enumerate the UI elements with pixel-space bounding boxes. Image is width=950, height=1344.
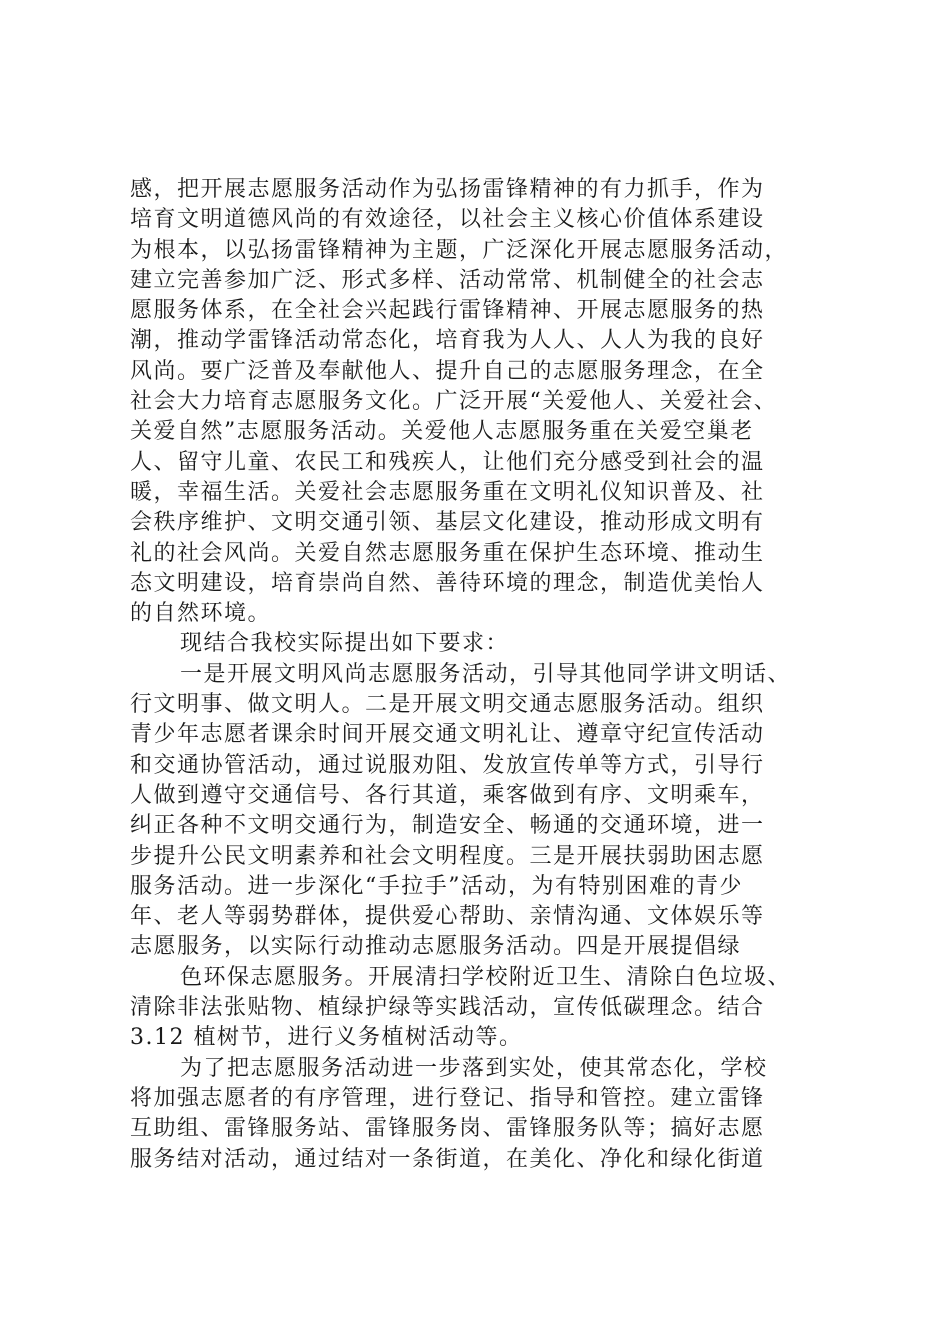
text-line: 服务活动。进一步深化“手拉手”活动，为有特别困难的青少 (130, 873, 743, 899)
text-line: 年、老人等弱势群体，提供爱心帮助、亲情沟通、文体娱乐等 (130, 904, 765, 930)
text-line: 为根本，以弘扬雷锋精神为主题，广泛深化开展志愿服务活动， (130, 237, 789, 263)
text-line: 关爱自然”志愿服务活动。关爱他人志愿服务重在关爱空巢老 (130, 419, 754, 445)
text-line: 态文明建设，培育崇尚自然、善待环境的理念，制造优美怡人 (130, 570, 765, 596)
text-line: 的自然环境。 (130, 601, 272, 627)
text-line: 人做到遵守交通信号、各行其道，乘客做到有序、文明乘车， (130, 782, 765, 808)
body-text (130, 175, 835, 1175)
text-line: 潮，推动学雷锋活动常态化，培育我为人人、人人为我的良好 (130, 328, 765, 354)
text-line: 青少年志愿者课余时间开展交通文明礼让、遵章守纪宣传活动 (130, 722, 765, 748)
text-line: 将加强志愿者的有序管理，进行登记、指导和管控。建立雷锋 (130, 1085, 765, 1111)
text-line: 社会大力培育志愿服务文化。广泛开展“关爱他人、关爱社会、 (130, 389, 778, 415)
text-line: 培育文明道德风尚的有效途径，以社会主义核心价值体系建设 (130, 207, 765, 233)
paragraph-start-line: 现结合我校实际提出如下要求： (180, 631, 510, 657)
text-line: 愿服务体系，在全社会兴起践行雷锋精神、开展志愿服务的热 (130, 298, 765, 324)
paragraph-start-line: 一是开展文明风尚志愿服务活动，引导其他同学讲文明话、 (180, 661, 792, 687)
text-line: 3.12 植树节，进行义务植树活动等。 (130, 1025, 523, 1051)
text-line: 服务结对活动，通过结对一条街道，在美化、净化和绿化街道 (130, 1146, 765, 1172)
text-line: 行文明事、做文明人。二是开展文明交通志愿服务活动。组织 (130, 692, 765, 718)
paragraph-start-line: 色环保志愿服务。开展清扫学校附近卫生、清除白色垃圾、 (180, 964, 792, 990)
text-line: 建立完善参加广泛、形式多样、活动常常、机制健全的社会志 (130, 267, 765, 293)
text-line: 清除非法张贴物、植绿护绿等实践活动，宣传低碳理念。结合 (130, 995, 765, 1021)
text-line: 风尚。要广泛普及奉献他人、提升自己的志愿服务理念，在全 (130, 358, 765, 384)
paragraph-start-line: 为了把志愿服务活动进一步落到实处，使其常态化，学校 (180, 1055, 768, 1081)
text-line: 步提升公民文明素养和社会文明程度。三是开展扶弱助困志愿 (130, 843, 765, 869)
text-line: 礼的社会风尚。关爱自然志愿服务重在保护生态环境、推动生 (130, 540, 765, 566)
text-line: 人、留守儿童、农民工和残疾人，让他们充分感受到社会的温 (130, 449, 765, 475)
text-line: 和交通协管活动，通过说服劝阻、发放宣传单等方式，引导行 (130, 752, 765, 778)
text-line: 纠正各种不文明交通行为，制造安全、畅通的交通环境，进一 (130, 813, 765, 839)
text-line: 暖，幸福生活。关爱社会志愿服务重在文明礼仪知识普及、社 (130, 479, 765, 505)
text-line: 会秩序维护、文明交通引领、基层文化建设，推动形成文明有 (130, 510, 765, 536)
text-line: 互助组、雷锋服务站、雷锋服务岗、雷锋服务队等；搞好志愿 (130, 1116, 765, 1142)
text-line: 感，把开展志愿服务活动作为弘扬雷锋精神的有力抓手，作为 (130, 177, 765, 202)
text-line: 志愿服务，以实际行动推动志愿服务活动。四是开展提倡绿 (130, 934, 742, 960)
